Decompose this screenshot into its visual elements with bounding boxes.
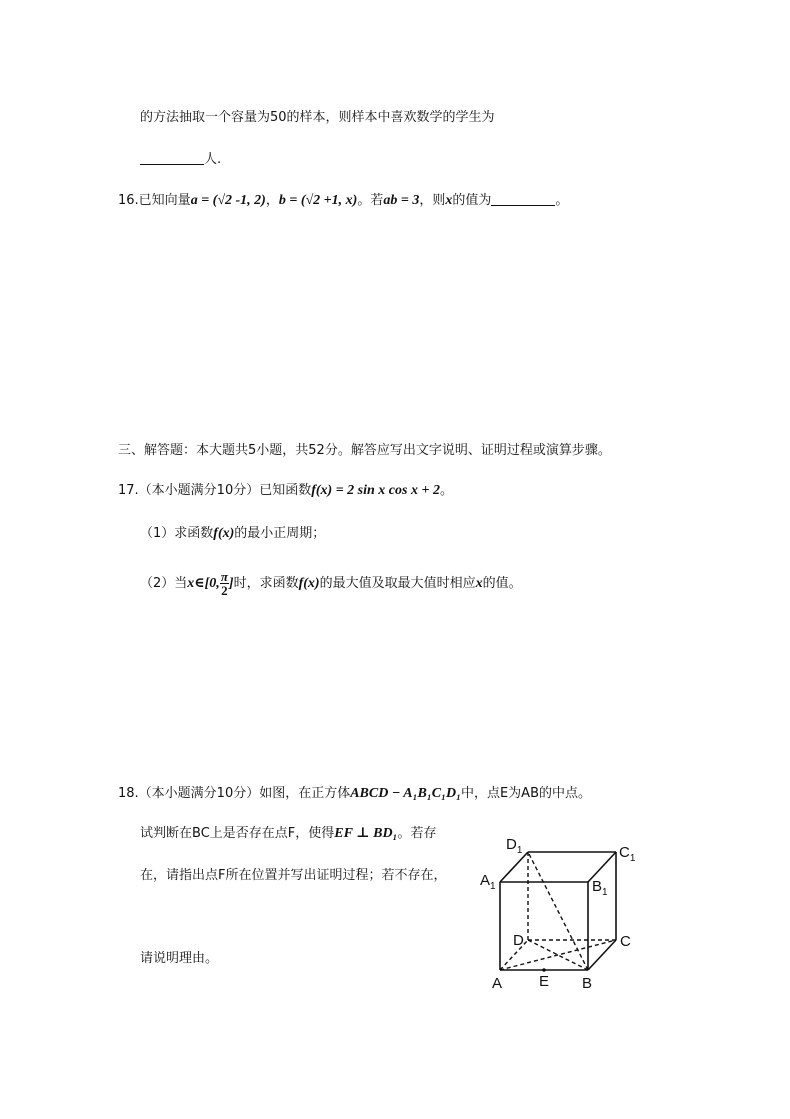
label-E: E bbox=[539, 973, 550, 990]
label-D1: $D_1$ bbox=[506, 836, 523, 856]
label-B1: $B_1$ bbox=[592, 878, 608, 898]
point-E bbox=[542, 968, 546, 972]
q18-solid: ABCD − A₁B₁C₁D₁ bbox=[350, 786, 461, 801]
q17-p1-prefix: （1）求函数 bbox=[140, 526, 214, 541]
q17-p2-mid: 时，求函数 bbox=[233, 576, 299, 591]
q17-p2-frac-num: π bbox=[220, 569, 228, 584]
q17-p2-func: f(x) bbox=[298, 576, 320, 591]
q16-suffix: 的值为 bbox=[452, 193, 492, 208]
q16-sep: ， bbox=[265, 193, 279, 208]
q18-line4: 请说明理由。 bbox=[140, 951, 219, 966]
q18-suffix: 中，点E为AB的中点。 bbox=[460, 786, 591, 801]
q17-p1-suffix: 的最小正周期； bbox=[234, 526, 326, 541]
q15-line2-suffix: 人. bbox=[204, 152, 222, 167]
q16-prefix: 16.已知向量 bbox=[118, 193, 191, 208]
q18-line2 bbox=[140, 824, 436, 844]
q16-answer-blank[interactable] bbox=[491, 191, 555, 206]
edge-C-B bbox=[588, 940, 616, 970]
q17-p1-func: f(x) bbox=[213, 526, 235, 541]
q18-condition: EF ⊥ BD₁ bbox=[334, 826, 398, 841]
q18-line3: 在，请指出点F所在位置并写出证明过程；若不存在， bbox=[140, 868, 447, 883]
q17-end: 。 bbox=[439, 483, 453, 498]
q17-p2-mid2: 的最大值及取最大值时相应 bbox=[319, 576, 476, 591]
q17-p2-prefix: （2）当 bbox=[140, 576, 188, 591]
q18-prefix: 18.（本小题满分10分）如图，在正方体 bbox=[118, 786, 351, 801]
q15-answer-blank[interactable] bbox=[140, 150, 204, 165]
q16-vector-b: b = (√2 +1, x) bbox=[278, 193, 358, 208]
label-D: D bbox=[513, 932, 524, 949]
q17-p2-var: x bbox=[475, 576, 483, 591]
section3-heading: 三、解答题：本大题共5小题，共52分。解答应写出文字说明、证明过程或演算步骤。 bbox=[118, 443, 611, 458]
q16-end: 。 bbox=[555, 193, 569, 208]
q18-stem bbox=[118, 784, 591, 804]
q18-line2-prefix: 试判断在BC上是否存在点F，使得 bbox=[140, 826, 335, 841]
q17-p2-suffix: 的值。 bbox=[482, 576, 522, 591]
q17-prefix: 17.（本小题满分10分）已知函数 bbox=[118, 483, 312, 498]
label-A: A bbox=[492, 975, 503, 992]
label-C: C bbox=[620, 933, 631, 950]
q17-part2 bbox=[140, 566, 522, 602]
q17-p2-cond-left: x∈[0, bbox=[187, 576, 220, 591]
q17-p2-fraction bbox=[220, 570, 229, 597]
cube-figure bbox=[470, 825, 650, 1000]
diagonal-B-D1 bbox=[528, 852, 588, 970]
q16-mid: 。若 bbox=[357, 193, 384, 208]
q17-p2-cond-right: ] bbox=[228, 576, 234, 591]
q16-var: x bbox=[445, 193, 453, 208]
q15-line2 bbox=[140, 150, 221, 170]
q17-function: f(x) = 2 sin x cos x + 2 bbox=[311, 483, 440, 498]
q17-p2-frac-den: 2 bbox=[221, 583, 228, 598]
edge-A1-D1 bbox=[500, 852, 528, 882]
q16-mid2: ，则 bbox=[419, 193, 446, 208]
q16-condition: ab = 3 bbox=[383, 193, 420, 208]
label-B: B bbox=[582, 975, 593, 992]
q15-line1: 的方法抽取一个容量为50的样本，则样本中喜欢数学的学生为 bbox=[140, 110, 495, 125]
label-C1: $C_1$ bbox=[619, 844, 636, 864]
q17-part1 bbox=[140, 524, 325, 544]
q18-line2-suffix: 。若存 bbox=[397, 826, 437, 841]
q16-line bbox=[118, 191, 568, 211]
label-A1: $A_1$ bbox=[480, 872, 496, 892]
q17-stem bbox=[118, 481, 453, 501]
q16-vector-a: a = (√2 -1, 2) bbox=[190, 193, 266, 208]
